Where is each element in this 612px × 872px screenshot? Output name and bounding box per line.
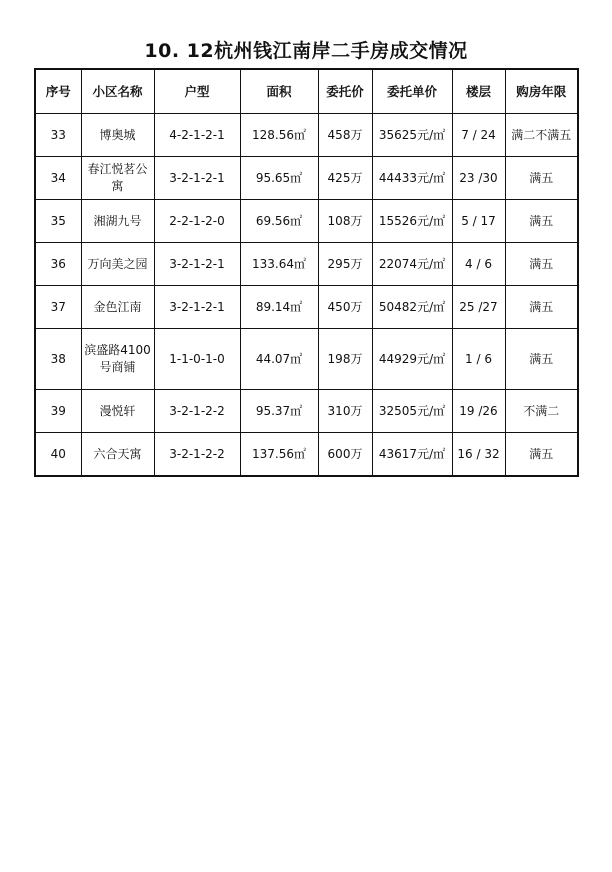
cell-floor: 5 / 17 [452,200,505,243]
cell-no: 37 [35,286,81,329]
header-layout: 户型 [154,69,240,114]
cell-unit-price: 35625元/㎡ [372,114,452,157]
header-floor: 楼层 [452,69,505,114]
transaction-table [34,68,579,477]
cell-area: 133.64㎡ [240,243,318,286]
cell-floor: 19 /26 [452,390,505,433]
header-row [35,69,578,114]
cell-years: 满五 [505,433,578,477]
cell-price: 198万 [318,329,372,390]
cell-price: 458万 [318,114,372,157]
cell-unit-price: 22074元/㎡ [372,243,452,286]
cell-no: 39 [35,390,81,433]
header-name: 小区名称 [81,69,154,114]
table-row [35,200,578,243]
cell-years: 满二不满五 [505,114,578,157]
cell-layout: 2-2-1-2-0 [154,200,240,243]
cell-name: 春江悦茗公寓 [81,157,154,200]
cell-name: 六合天寓 [81,433,154,477]
table-row [35,329,578,390]
page-title: 10. 12杭州钱江南岸二手房成交情况 [144,40,468,62]
table-row [35,157,578,200]
cell-no: 36 [35,243,81,286]
cell-floor: 4 / 6 [452,243,505,286]
cell-price: 108万 [318,200,372,243]
cell-area: 95.65㎡ [240,157,318,200]
cell-price: 600万 [318,433,372,477]
cell-name: 博奥城 [81,114,154,157]
cell-layout: 3-2-1-2-1 [154,157,240,200]
cell-floor: 25 /27 [452,286,505,329]
cell-area: 69.56㎡ [240,200,318,243]
cell-area: 44.07㎡ [240,329,318,390]
cell-layout: 3-2-1-2-1 [154,286,240,329]
cell-years: 满五 [505,157,578,200]
cell-price: 450万 [318,286,372,329]
cell-no: 35 [35,200,81,243]
header-area: 面积 [240,69,318,114]
table-row [35,390,578,433]
cell-name: 滨盛路4100号商铺 [81,329,154,390]
cell-floor: 7 / 24 [452,114,505,157]
cell-layout: 3-2-1-2-1 [154,243,240,286]
cell-years: 不满二 [505,390,578,433]
cell-unit-price: 50482元/㎡ [372,286,452,329]
cell-unit-price: 32505元/㎡ [372,390,452,433]
cell-no: 38 [35,329,81,390]
cell-no: 34 [35,157,81,200]
cell-area: 95.37㎡ [240,390,318,433]
cell-floor: 23 /30 [452,157,505,200]
cell-unit-price: 44929元/㎡ [372,329,452,390]
cell-years: 满五 [505,329,578,390]
cell-area: 89.14㎡ [240,286,318,329]
cell-price: 295万 [318,243,372,286]
cell-unit-price: 44433元/㎡ [372,157,452,200]
cell-name: 金色江南 [81,286,154,329]
cell-name: 漫悦轩 [81,390,154,433]
cell-area: 128.56㎡ [240,114,318,157]
cell-price: 310万 [318,390,372,433]
cell-floor: 1 / 6 [452,329,505,390]
cell-years: 满五 [505,243,578,286]
cell-layout: 3-2-1-2-2 [154,390,240,433]
cell-no: 33 [35,114,81,157]
cell-unit-price: 43617元/㎡ [372,433,452,477]
cell-unit-price: 15526元/㎡ [372,200,452,243]
cell-layout: 3-2-1-2-2 [154,433,240,477]
cell-layout: 1-1-0-1-0 [154,329,240,390]
header-years: 购房年限 [505,69,578,114]
table-row [35,433,578,477]
header-unit-price: 委托单价 [372,69,452,114]
cell-layout: 4-2-1-2-1 [154,114,240,157]
table-row [35,286,578,329]
cell-name: 湘湖九号 [81,200,154,243]
cell-years: 满五 [505,286,578,329]
table-row [35,243,578,286]
header-no: 序号 [35,69,81,114]
table-row [35,114,578,157]
cell-floor: 16 / 32 [452,433,505,477]
cell-no: 40 [35,433,81,477]
header-price: 委托价 [318,69,372,114]
cell-years: 满五 [505,200,578,243]
cell-price: 425万 [318,157,372,200]
cell-name: 万向美之园 [81,243,154,286]
cell-area: 137.56㎡ [240,433,318,477]
